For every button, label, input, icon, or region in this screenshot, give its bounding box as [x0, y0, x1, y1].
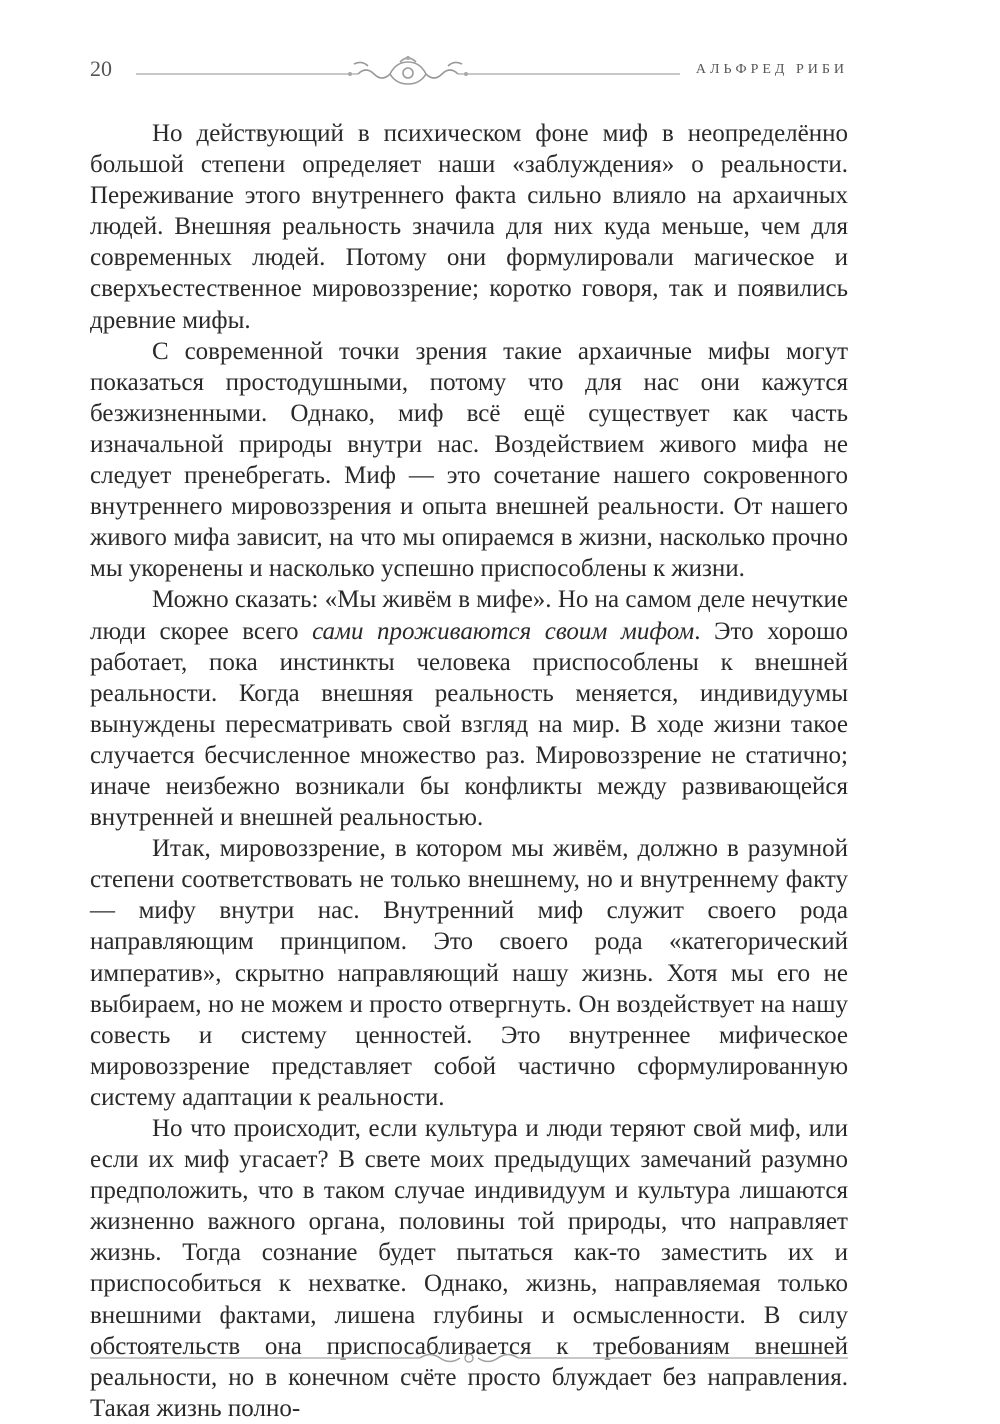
paragraph: С современной точки зрения такие архаичные мифы могут показаться простодушными, потому что для нас они кажутся безжизненными. Однако, миф всё ещё существует как часть изначальной природы внутри нас. Воздействием живого мифа не следует пренебрегать. Миф — это сочетание нашего сокровенного внутреннего мировоззрения и опыта внешней реальности. От нашего живого мифа зависит, на что мы опираемся в жизни, насколько прочно мы укоренены и насколько успешно приспособлены к жизни. — [90, 337, 848, 583]
running-head: АЛЬФРЕД РИБИ — [695, 62, 848, 77]
header-ornament-icon — [128, 52, 688, 92]
paragraph — [90, 584, 848, 833]
paragraph: Но действующий в психическом фоне миф в неопределённо большой степени определяет наши «заблуждения» о реальности. Переживание этого внутреннего факта сильно влияло на архаичных людей. Внешняя реальность значила для них куда меньше, чем для современных людей. Потому они формулировали магическое и сверхъестественное мировоззрение; коротко говоря, так и появились древние мифы. — [90, 120, 848, 334]
paragraph-text: Можно сказать: «Мы живём в мифе». Но на самом деле нечуткие люди скорее всего — [90, 586, 848, 645]
footer-ornament-icon — [90, 1346, 848, 1370]
paragraph-text: . Это хорошо работает, пока инстинкты человека приспособлены к внешней реальности. Когда внешняя реальность меняется, индивидуумы вынуждены пересматривать свой взгляд на мир. В ходе жизни такое случается бесчисленное множество раз. Мировоззрение не статично; иначе неизбежно возникали бы конфликты между развивающейся внутренней и внешней реальностью. — [90, 617, 848, 832]
page-header — [90, 52, 848, 92]
page-number: 20 — [90, 56, 112, 81]
body-text — [90, 118, 848, 1424]
paragraph: Но что происходит, если культура и люди теряют свой миф, или если их миф угасает? В свете моих предыдущих замечаний разумно предположить, что в таком случае индивидуум и культура лишаются жизненно важного органа, половины той природы, что направляет жизнь. Тогда сознание будет пытаться как-то заместить их и приспособиться к нехватке. Однако, жизнь, направляемая только внешними фактами, лишена глубины и осмысленности. В силу обстоятельств она приспосабливается к требованиям внешней реальности, но в конечном счёте просто блуждает без направления. Такая жизнь полно- — [90, 1115, 848, 1422]
emphasis-text: сами проживаются своим мифом — [312, 617, 695, 645]
paragraph: Итак, мировоззрение, в котором мы живём, должно в разумной степени соответствовать не только внешнему, но и внутреннему факту — мифу внутри нас. Внутренний миф служит своего рода направляющим принципом. Это своего рода «категорический императив», скрытно направляющий нашу жизнь. Хотя мы его не выбираем, но не можем и просто отвергнуть. Он воздействует на нашу совесть и систему ценностей. Это внутреннее мифическое мировоззрение представляет собой частично сформулированную систему адаптации к реальности. — [90, 835, 848, 1111]
